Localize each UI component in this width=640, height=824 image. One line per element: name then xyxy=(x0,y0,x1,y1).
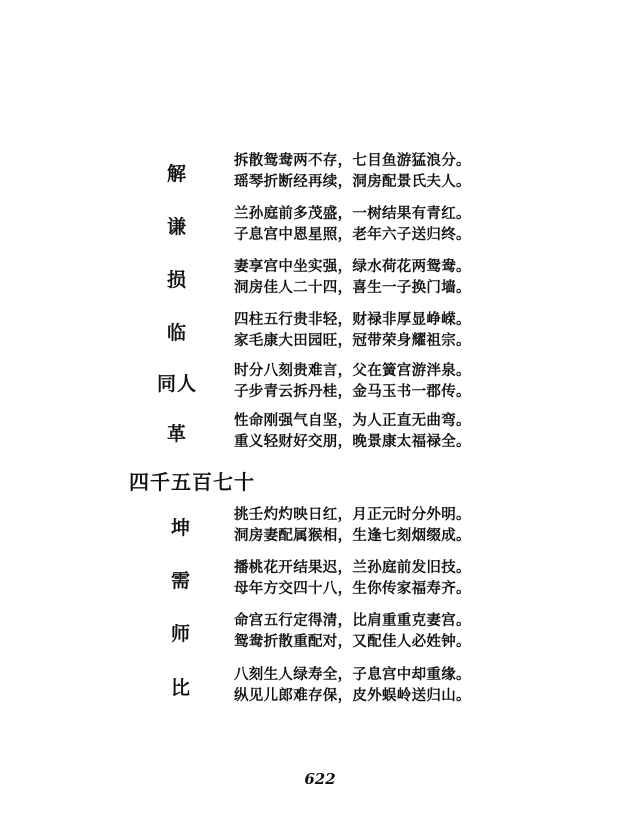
verse-line: 时分八刻贵难言，父在簧宫游泮泉。 xyxy=(234,362,471,379)
gua-name: 损 xyxy=(166,269,187,291)
verse xyxy=(234,610,471,652)
verse xyxy=(234,150,471,192)
entry-sun xyxy=(0,256,640,304)
entry-kun xyxy=(0,504,640,552)
verse-line: 洞房妻配属猴相，生逢七刻烟缀成。 xyxy=(234,527,471,544)
verse-line: 家毛康大田园旺，冠带荣身耀祖宗。 xyxy=(234,332,471,349)
verse-line: 四柱五行贵非轻，财禄非厚显峥嵘。 xyxy=(234,311,471,328)
verse xyxy=(234,410,471,452)
gua-name: 需 xyxy=(170,570,191,592)
section-title: 四千五百七十 xyxy=(129,470,255,494)
verse-line: 重义轻财好交朋，晚景康太福禄全。 xyxy=(234,433,471,450)
verse-line: 子息宫中恩星照，老年六子送归终。 xyxy=(234,226,471,243)
verse-line: 挑壬灼灼映日红，月正元时分外明。 xyxy=(234,506,471,523)
verse xyxy=(234,664,471,706)
verse xyxy=(234,504,471,546)
gua-name: 比 xyxy=(170,677,191,699)
verse-line: 八刻生人绿寿全，子息宫中却重缘。 xyxy=(234,666,471,683)
verse-line: 母年方交四十八，生你传家福寿齐。 xyxy=(234,580,471,597)
verse-line: 性命刚强气自坚，为人正直无曲弯。 xyxy=(234,412,471,429)
entry-jie xyxy=(0,150,640,198)
verse-line: 命宫五行定得清，比肩重重克妻宫。 xyxy=(234,612,471,629)
verse-line: 拆散鸳鸯两不存，七目鱼游猛浪分。 xyxy=(234,152,471,169)
verse xyxy=(234,203,471,245)
verse xyxy=(234,557,471,599)
verse xyxy=(234,256,471,298)
entry-xu xyxy=(0,557,640,605)
gua-name: 谦 xyxy=(166,216,187,238)
entry-bi xyxy=(0,664,640,712)
verse-line: 播桃花开结果迟，兰孙庭前发旧技。 xyxy=(234,559,471,576)
gua-name: 师 xyxy=(170,623,191,645)
verse-line: 妻享宫中坐实强，绿水荷花两鸳鸯。 xyxy=(234,258,471,275)
verse-line: 瑶琴折断经再续，洞房配景氏夫人。 xyxy=(234,173,471,190)
gua-name: 临 xyxy=(166,322,187,344)
entry-tongren xyxy=(0,360,640,408)
entry-qian xyxy=(0,203,640,251)
gua-name: 解 xyxy=(166,163,187,185)
gua-name: 同人 xyxy=(156,373,197,395)
entry-lin xyxy=(0,309,640,357)
gua-name: 革 xyxy=(166,423,187,445)
verse xyxy=(234,309,471,351)
entry-shi xyxy=(0,610,640,658)
page-number: 622 xyxy=(304,770,336,788)
verse-line: 兰孙庭前多茂盛，一树结果有青红。 xyxy=(234,205,471,222)
verse-line: 子步青云拆丹桂，金马玉书一郡传。 xyxy=(234,383,471,400)
verse-line: 纵见儿郎难存保，皮外蜈岭送归山。 xyxy=(234,687,471,704)
verse xyxy=(234,360,471,402)
entry-ge xyxy=(0,410,640,458)
gua-name: 坤 xyxy=(170,517,191,539)
verse-line: 洞房佳人二十四，喜生一子换门墙。 xyxy=(234,279,471,296)
verse-line: 鸳鸯折散重配对，又配佳人必姓钟。 xyxy=(234,633,471,650)
